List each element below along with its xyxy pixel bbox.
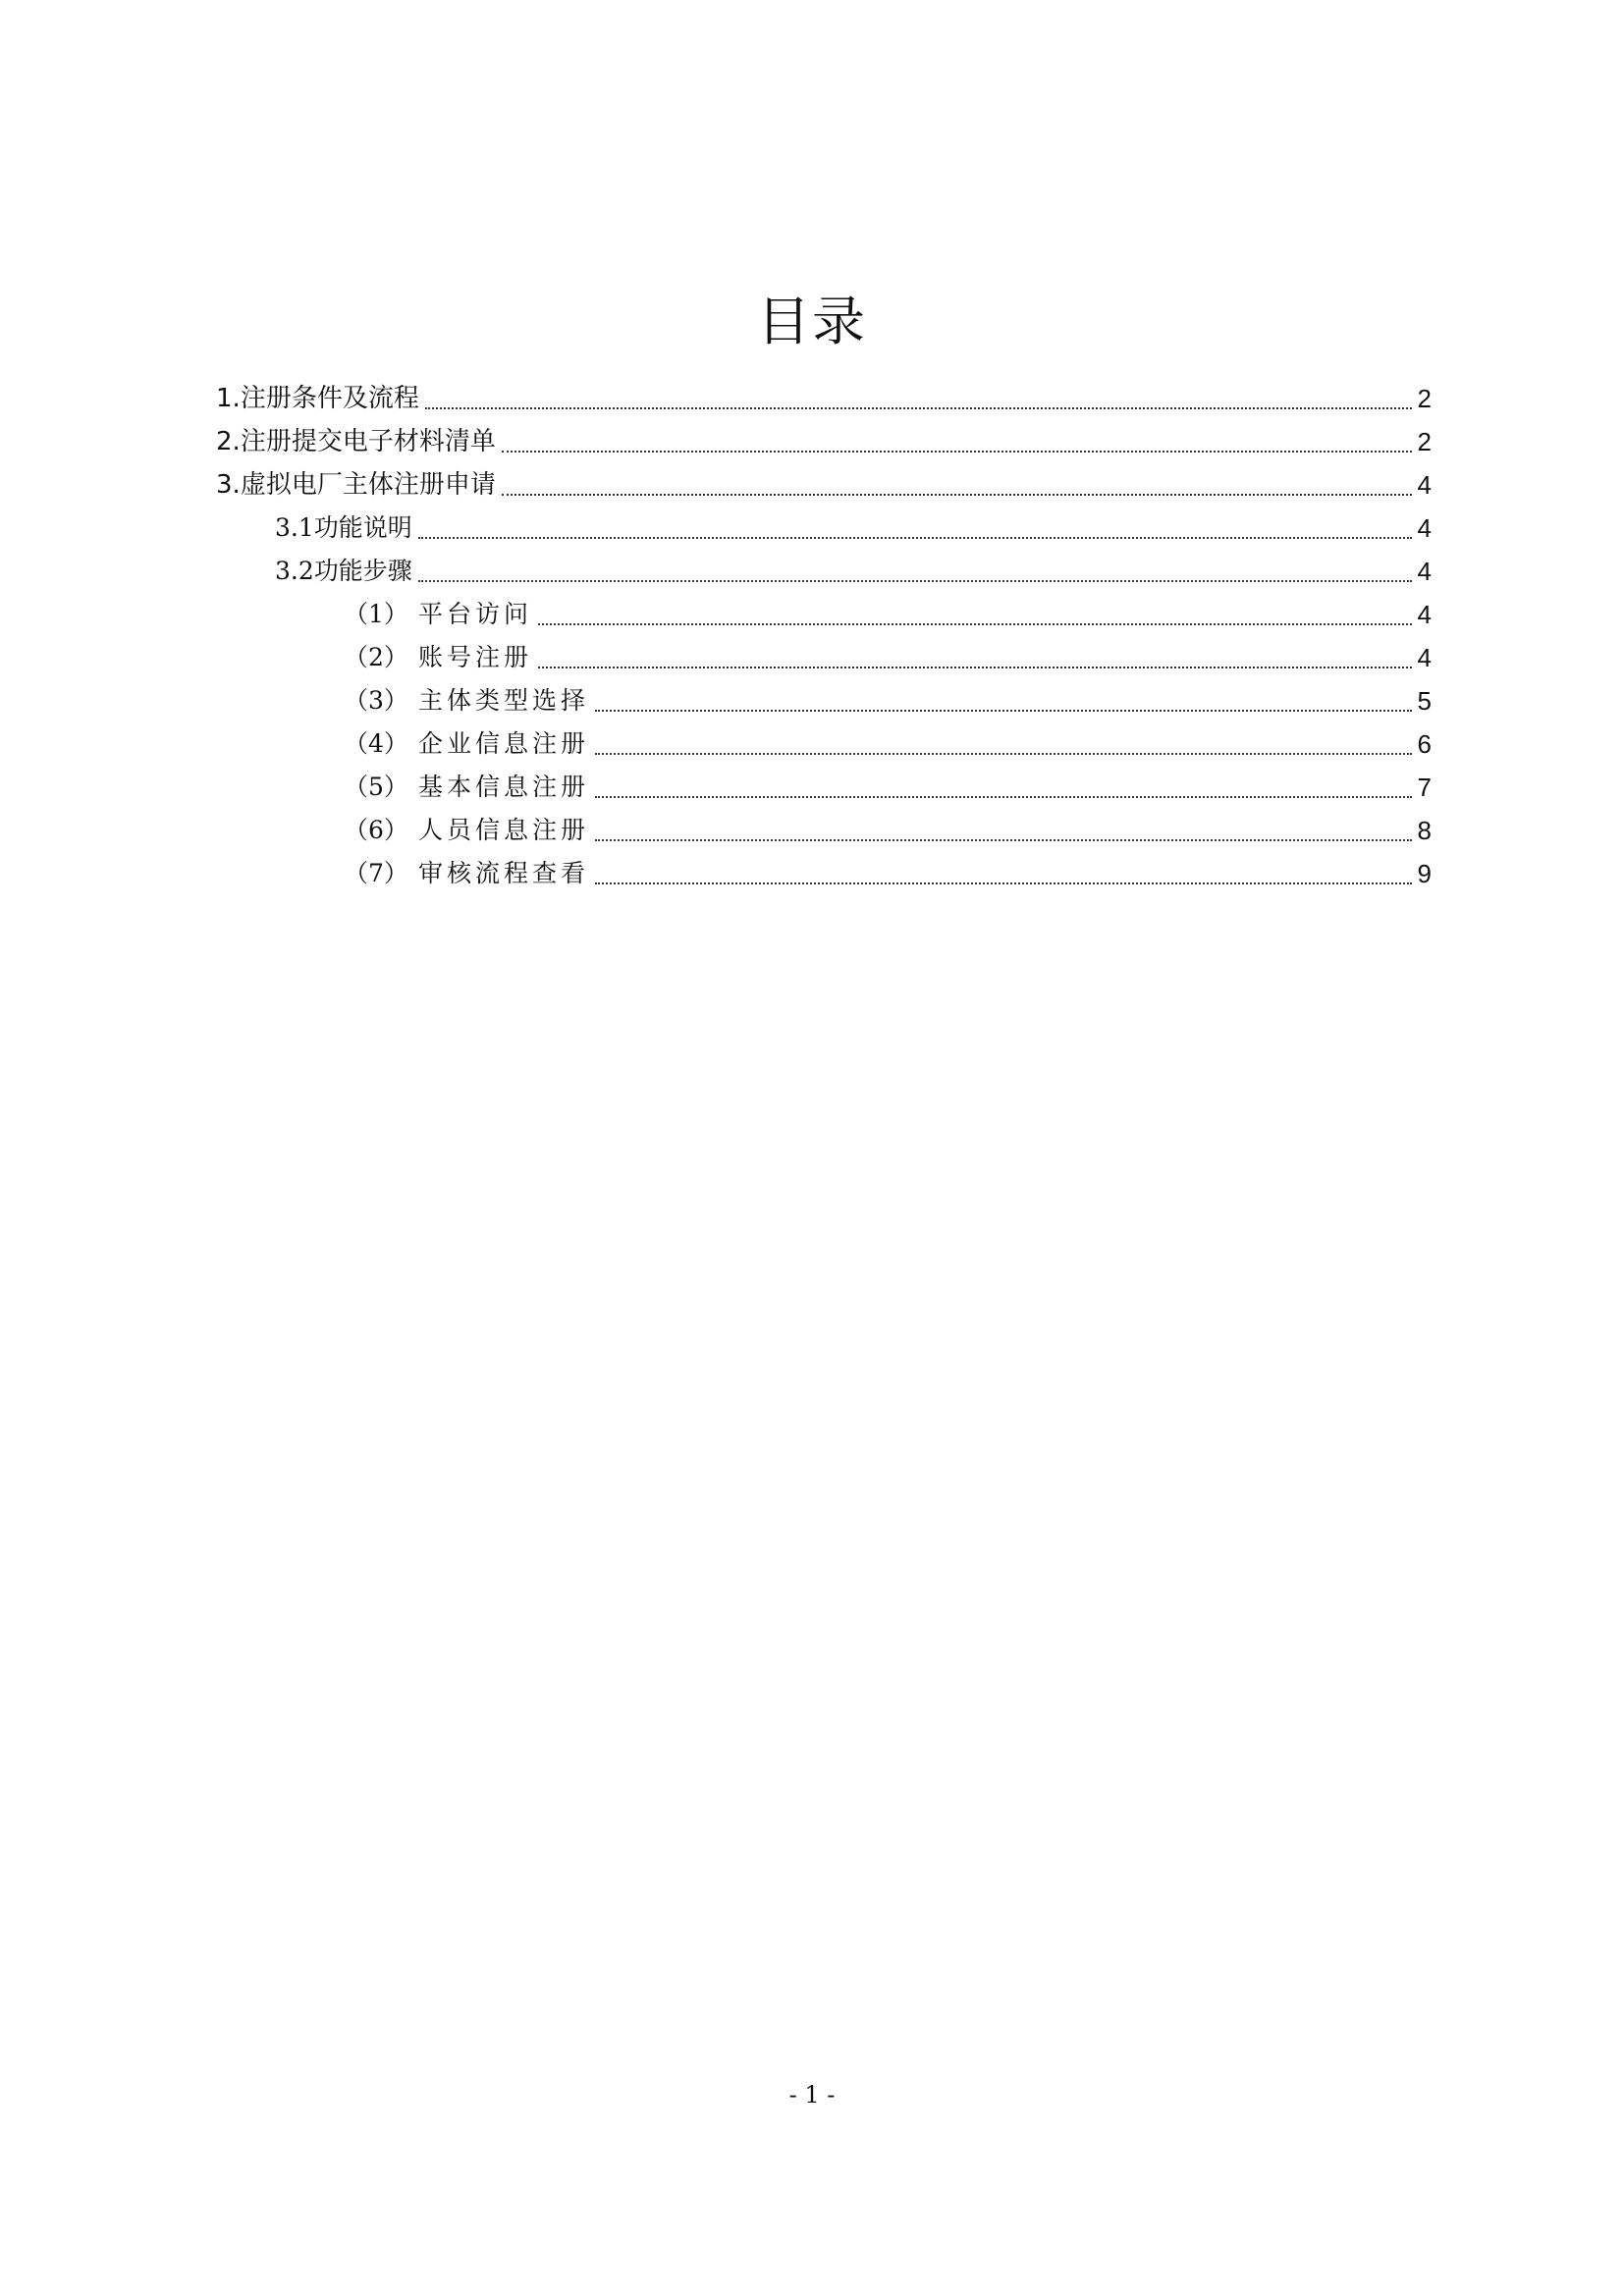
toc-entry-text: 功能说明 bbox=[313, 513, 412, 542]
toc-entry[interactable] bbox=[275, 548, 1432, 591]
toc-entry-text: 平台访问 bbox=[418, 600, 533, 628]
toc-entry-page: 4 bbox=[1417, 643, 1432, 672]
toc-entry-label bbox=[344, 854, 589, 893]
toc-entry-number: （7） bbox=[344, 859, 408, 887]
toc-entry-label bbox=[216, 379, 419, 418]
toc-entry-label bbox=[216, 422, 496, 461]
toc-entry-number: 3.2 bbox=[275, 557, 314, 585]
toc-entry-text: 功能步骤 bbox=[313, 557, 412, 585]
toc-entry-text: 人员信息注册 bbox=[418, 816, 590, 844]
toc-entry-label bbox=[344, 811, 589, 850]
toc-entry-label bbox=[344, 638, 532, 677]
toc-entry-label bbox=[344, 724, 589, 764]
toc-entry-number: （1） bbox=[344, 600, 408, 628]
page-title: 目录 bbox=[757, 291, 867, 352]
toc-entry-number: 3.1 bbox=[275, 513, 314, 542]
toc-entry-page: 5 bbox=[1417, 686, 1432, 716]
toc-entry-label bbox=[344, 681, 589, 721]
toc-entry[interactable] bbox=[344, 677, 1432, 721]
toc-entry[interactable] bbox=[275, 505, 1432, 548]
toc-entry[interactable] bbox=[344, 807, 1432, 850]
toc-entry-text: 注册条件及流程 bbox=[240, 384, 419, 413]
toc-entry-text: 基本信息注册 bbox=[418, 773, 590, 801]
dot-leader bbox=[418, 537, 1412, 539]
toc-entry[interactable] bbox=[344, 634, 1432, 677]
toc-entry-label bbox=[275, 508, 412, 548]
toc-entry-text: 虚拟电厂主体注册申请 bbox=[240, 470, 496, 500]
toc-entry-text: 账号注册 bbox=[418, 643, 533, 671]
toc-entry[interactable] bbox=[344, 764, 1432, 807]
toc-entry-label bbox=[344, 595, 532, 634]
toc-entry-text: 企业信息注册 bbox=[418, 729, 590, 758]
dot-leader bbox=[595, 882, 1412, 884]
dot-leader bbox=[595, 839, 1412, 841]
dot-leader bbox=[595, 796, 1412, 798]
toc-entry-number: （6） bbox=[344, 816, 408, 844]
toc-entry-page: 7 bbox=[1417, 773, 1432, 802]
dot-leader bbox=[418, 580, 1412, 582]
toc-entry-page: 4 bbox=[1417, 513, 1432, 543]
toc-entry-page: 4 bbox=[1417, 557, 1432, 586]
dot-leader bbox=[502, 451, 1412, 453]
dot-leader bbox=[538, 667, 1412, 668]
dot-leader bbox=[502, 494, 1412, 496]
toc-entry-text: 审核流程查看 bbox=[418, 859, 590, 887]
toc-entry-text: 注册提交电子材料清单 bbox=[240, 427, 496, 456]
toc-entry[interactable] bbox=[216, 418, 1432, 461]
toc-entry[interactable] bbox=[344, 591, 1432, 634]
toc-entry-page: 4 bbox=[1417, 470, 1432, 500]
toc-entry-number: （4） bbox=[344, 729, 408, 758]
toc-entry-number: （3） bbox=[344, 686, 408, 715]
toc-entry-label bbox=[344, 768, 589, 807]
dot-leader bbox=[425, 407, 1412, 409]
toc-entry-page: 6 bbox=[1417, 729, 1432, 759]
toc-entry-page: 2 bbox=[1417, 384, 1432, 413]
toc-entry[interactable] bbox=[216, 375, 1432, 418]
toc-entry[interactable] bbox=[344, 850, 1432, 893]
toc-entry-label bbox=[216, 465, 496, 505]
dot-leader bbox=[595, 753, 1412, 755]
toc-entry-number: 2. bbox=[216, 427, 241, 456]
dot-leader bbox=[595, 710, 1412, 712]
toc-entry-number: （2） bbox=[344, 643, 408, 671]
toc-entry-text: 主体类型选择 bbox=[418, 686, 590, 715]
toc-entry-page: 9 bbox=[1417, 859, 1432, 888]
toc-entry-number: 1. bbox=[216, 384, 241, 413]
toc-entry-label bbox=[275, 552, 412, 591]
dot-leader bbox=[538, 623, 1412, 625]
toc-entry-page: 8 bbox=[1417, 816, 1432, 845]
toc-entry-page: 4 bbox=[1417, 600, 1432, 629]
toc-entry-number: （5） bbox=[344, 773, 408, 801]
toc-entry[interactable] bbox=[216, 461, 1432, 505]
page-number: - 1 - bbox=[788, 2081, 836, 2109]
toc-entry-number: 3. bbox=[216, 470, 241, 500]
toc-entry[interactable] bbox=[344, 721, 1432, 764]
toc-entry-page: 2 bbox=[1417, 427, 1432, 456]
